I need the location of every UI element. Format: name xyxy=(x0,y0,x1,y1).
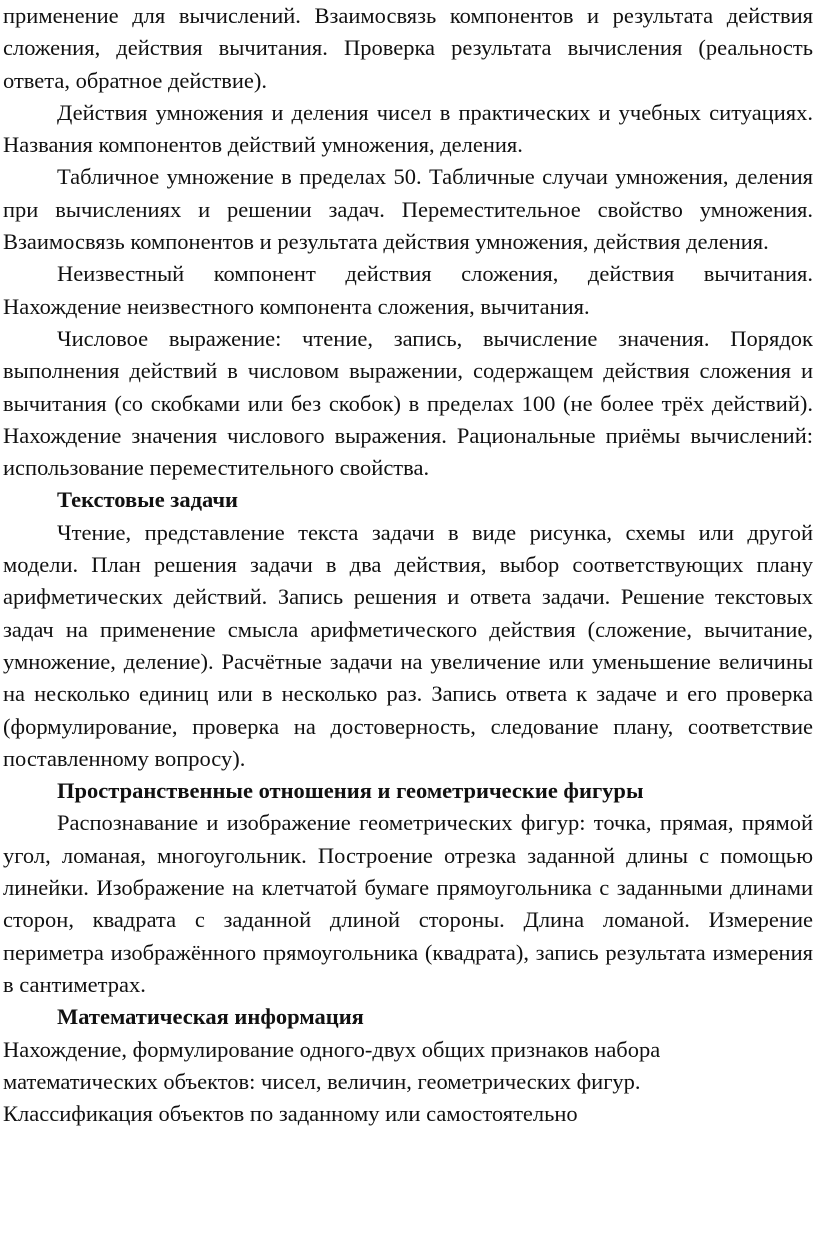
paragraph-computation-checking: применение для вычислений. Взаимосвязь компонентов и результата действия сложения, действия вычитания. Проверка результата вычисления (реальность ответа, обратное действие). xyxy=(3,3,813,93)
paragraph-text-problems: Чтение, представление текста задачи в виде рисунка, схемы или другой модели. План решения задачи в два действия, выбор соответствующих плану арифметических действий. Запись решения и ответа задачи. Решение текстовых задач на применение смысла арифметического действия (сложение, вычитание, умножение, деление). Расчётные задачи на увеличение или уменьшение величины на несколько единиц или в несколько раз. Запись ответа к задаче и его проверка (формулирование, проверка на достоверность, следование плану, соответствие поставленному вопросу). xyxy=(3,519,813,771)
paragraph-multiplication-table: Табличное умножение в пределах 50. Табличные случаи умножения, деления при вычислениях и решении задач. Переместительное свойство умножения. Взаимосвязь компонентов и результата действия умножения, действия деления. xyxy=(3,164,813,255)
paragraph-line-1: Нахождение, формулирование одного-двух общих признаков набора xyxy=(3,1036,661,1062)
heading-text-problems: Текстовые задачи xyxy=(57,487,238,513)
paragraph-multiplication-division: Действия умножения и деления чисел в практических и учебных ситуациях. Названия компонентов действий умножения, деления. xyxy=(3,99,813,158)
paragraph-line-2: математических объектов: чисел, величин, геометрических фигур. xyxy=(3,1068,641,1094)
heading-math-information: Математическая информация xyxy=(57,1004,364,1030)
paragraph-line-3: Классификация объектов по заданному или самостоятельно xyxy=(3,1101,578,1127)
paragraph-unknown-component: Неизвестный компонент действия сложения, действия вычитания. Нахождение неизвестного компонента сложения, вычитания. xyxy=(3,261,813,319)
heading-geometry: Пространственные отношения и геометрические фигуры xyxy=(57,778,644,804)
paragraph-numeric-expression: Числовое выражение: чтение, запись, вычисление значения. Порядок выполнения действий в числовом выражении, содержащем действия сложения и вычитания (со скобками или без скобок) в пределах 100 (не более трёх действий). Нахождение значения числового выражения. Рациональные приёмы вычислений: использование переместительного свойства. xyxy=(3,325,813,481)
paragraph-geometry: Распознавание и изображение геометрических фигур: точка, прямая, прямой угол, ломаная, многоугольник. Построение отрезка заданной длины с помощью линейки. Изображение на клетчатой бумаге прямоугольника с заданными длинами сторон, квадрата с заданной длиной стороны. Длина ломаной. Измерение периметра изображённого прямоугольника (квадрата), запись результата измерения в сантиметрах. xyxy=(3,810,813,997)
